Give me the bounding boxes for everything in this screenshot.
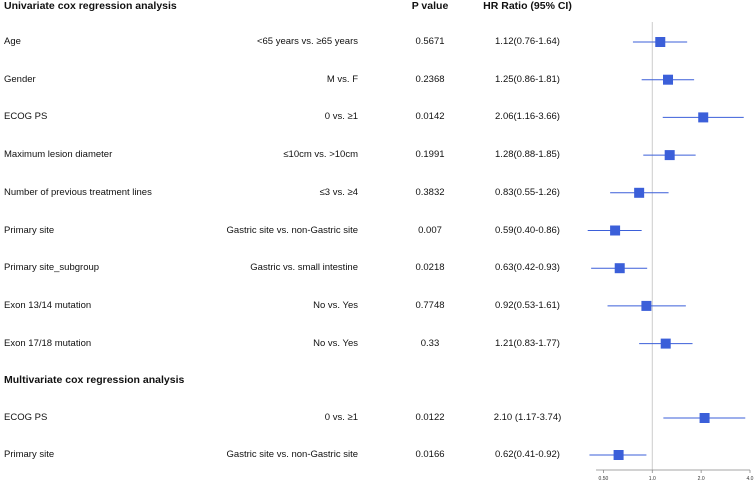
- row-p-value: 0.33: [420, 337, 440, 349]
- row-variable: Exon 17/18 mutation: [4, 337, 92, 349]
- hr-marker: [615, 263, 625, 273]
- row-hr-text: 0.62(0.41-0.92): [495, 449, 560, 460]
- row-hr-text: 2.06(1.16-3.66): [495, 111, 560, 123]
- row-variable: Primary site: [4, 224, 55, 236]
- row-hr-text: 1.21(0.83-1.77): [495, 337, 560, 349]
- row-comparison: ≤3 vs. ≥4: [319, 186, 358, 198]
- row-variable: Primary site_subgroup: [4, 262, 100, 274]
- row-variable: Primary site: [4, 449, 55, 460]
- hr-marker: [614, 450, 624, 460]
- row-hr-text: 1.28(0.88-1.85): [495, 149, 560, 161]
- row-comparison: 0 vs. ≥1: [324, 412, 358, 423]
- row-hr-text: 0.63(0.42-0.93): [495, 262, 560, 274]
- row-p-value: 0.0218: [415, 262, 445, 274]
- row-p-value: 0.007: [418, 224, 442, 236]
- row-comparison: ≤10cm vs. >10cm: [283, 149, 358, 161]
- x-tick-label: 1.0: [648, 476, 656, 482]
- hr-marker: [661, 339, 671, 349]
- row-hr-text: 1.12(0.76-1.64): [495, 36, 560, 47]
- row-hr-text: 1.25(0.86-1.81): [495, 73, 560, 85]
- hr-marker: [663, 75, 673, 85]
- row-variable: Exon 13/14 mutation: [4, 299, 92, 311]
- row-p-value: 0.0122: [415, 412, 445, 423]
- x-tick-label: 2.0: [697, 476, 705, 482]
- row-p-value: 0.2368: [415, 73, 445, 85]
- row-p-value: 0.3832: [415, 186, 445, 198]
- row-variable: ECOG PS: [4, 412, 48, 423]
- row-p-value: 0.0142: [415, 111, 445, 123]
- row-comparison: Gastric site vs. non-Gastric site: [226, 449, 358, 460]
- univariate-header: Univariate cox regression analysis: [4, 0, 177, 12]
- hr-marker: [634, 188, 644, 198]
- hr-header: HR Ratio (95% CI): [483, 0, 572, 12]
- row-p-value: 0.1991: [415, 149, 445, 161]
- row-variable: Number of previous treatment lines: [4, 186, 152, 198]
- hr-marker: [665, 150, 675, 160]
- p-value-header: P value: [411, 0, 449, 12]
- row-hr-text: 0.59(0.40-0.86): [495, 224, 560, 236]
- row-p-value: 0.5671: [415, 36, 445, 47]
- row-comparison: Gastric vs. small intestine: [250, 262, 358, 274]
- row-comparison: No vs. Yes: [313, 337, 358, 349]
- hr-marker: [655, 37, 665, 47]
- row-p-value: 0.0166: [415, 449, 445, 460]
- x-tick-label: 4.0: [746, 476, 754, 482]
- row-hr-text: 2.10 (1.17-3.74): [493, 412, 562, 423]
- hr-marker: [698, 112, 708, 122]
- x-tick-label: 0.50: [598, 476, 609, 482]
- row-variable: Gender: [4, 73, 36, 85]
- hr-marker: [700, 413, 710, 423]
- row-comparison: No vs. Yes: [313, 299, 358, 311]
- row-hr-text: 0.83(0.55-1.26): [495, 186, 560, 198]
- row-comparison: M vs. F: [326, 73, 358, 85]
- row-variable: ECOG PS: [4, 111, 48, 123]
- hr-marker: [610, 226, 620, 236]
- row-comparison: <65 years vs. ≥65 years: [256, 36, 358, 47]
- row-variable: Age: [4, 36, 21, 47]
- row-hr-text: 0.92(0.53-1.61): [495, 299, 560, 311]
- hr-marker: [641, 301, 651, 311]
- row-p-value: 0.7748: [415, 299, 445, 311]
- row-variable: Maximum lesion diameter: [4, 149, 113, 161]
- row-comparison: Gastric site vs. non-Gastric site: [226, 224, 358, 236]
- row-comparison: 0 vs. ≥1: [324, 111, 358, 123]
- multivariate-header: Multivariate cox regression analysis: [4, 374, 185, 386]
